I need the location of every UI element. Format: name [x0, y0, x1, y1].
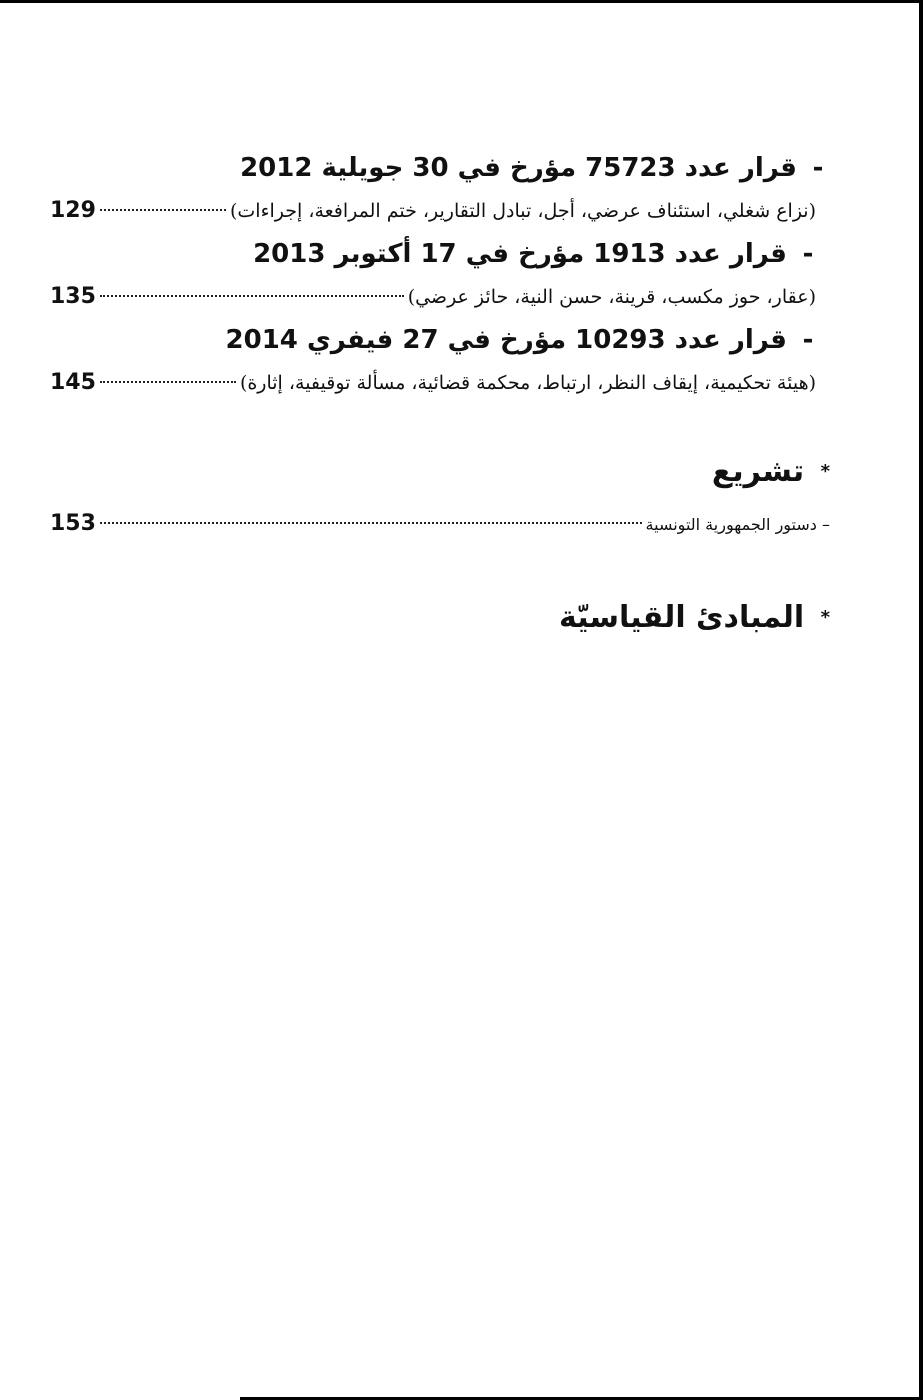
list-dash: - — [812, 153, 824, 183]
decision-title: قرار عدد 1913 مؤرخ في 17 أكتوبر 2013 — [253, 239, 787, 269]
decision-heading-2 — [50, 234, 830, 274]
dot-leader — [100, 522, 642, 524]
star-bullet: * — [820, 461, 830, 482]
entry-keywords: (نزاع شغلي، استئناف عرضي، أجل، تبادل التقارير، ختم المرافعة، إجراءات) — [229, 200, 816, 222]
section-title-text: المبادئ القياسيّة — [559, 600, 805, 635]
list-dash: - — [802, 325, 814, 355]
page-border-top — [0, 0, 923, 3]
dot-leader — [100, 381, 236, 383]
decision-heading-3 — [50, 320, 830, 360]
entry-keywords: (هيئة تحكيمية، إيقاف النظر، ارتباط، محكمة قضائية، مسألة توقيفية، إثارة) — [239, 372, 816, 394]
table-of-contents-page — [50, 140, 830, 646]
toc-entry-1[interactable] — [50, 188, 830, 234]
toc-entry-3[interactable] — [50, 360, 830, 406]
star-bullet: * — [820, 607, 830, 628]
toc-entry-2[interactable] — [50, 274, 830, 320]
section-heading-legislation — [50, 444, 830, 500]
decision-title: قرار عدد 10293 مؤرخ في 27 فيفري 2014 — [225, 325, 787, 355]
decision-title: قرار عدد 75723 مؤرخ في 30 جويلية 2012 — [240, 153, 797, 183]
page-number: 145 — [50, 370, 96, 395]
page-number: 153 — [50, 511, 96, 536]
section-title-text: تشريع — [711, 454, 805, 489]
dot-leader — [100, 295, 404, 297]
list-dash: - — [802, 239, 814, 269]
entry-label: – دستور الجمهورية التونسية — [645, 515, 830, 534]
page-number: 129 — [50, 198, 96, 223]
section-heading-standard-principles — [50, 590, 830, 646]
decision-heading-1 — [50, 148, 830, 188]
page-border-right — [919, 0, 923, 1400]
dot-leader — [100, 209, 226, 211]
toc-entry-constitution[interactable] — [50, 500, 830, 548]
page-number: 135 — [50, 284, 96, 309]
entry-keywords: (عقار، حوز مكسب، قرينة، حسن النية، حائز عرضي) — [407, 286, 816, 308]
